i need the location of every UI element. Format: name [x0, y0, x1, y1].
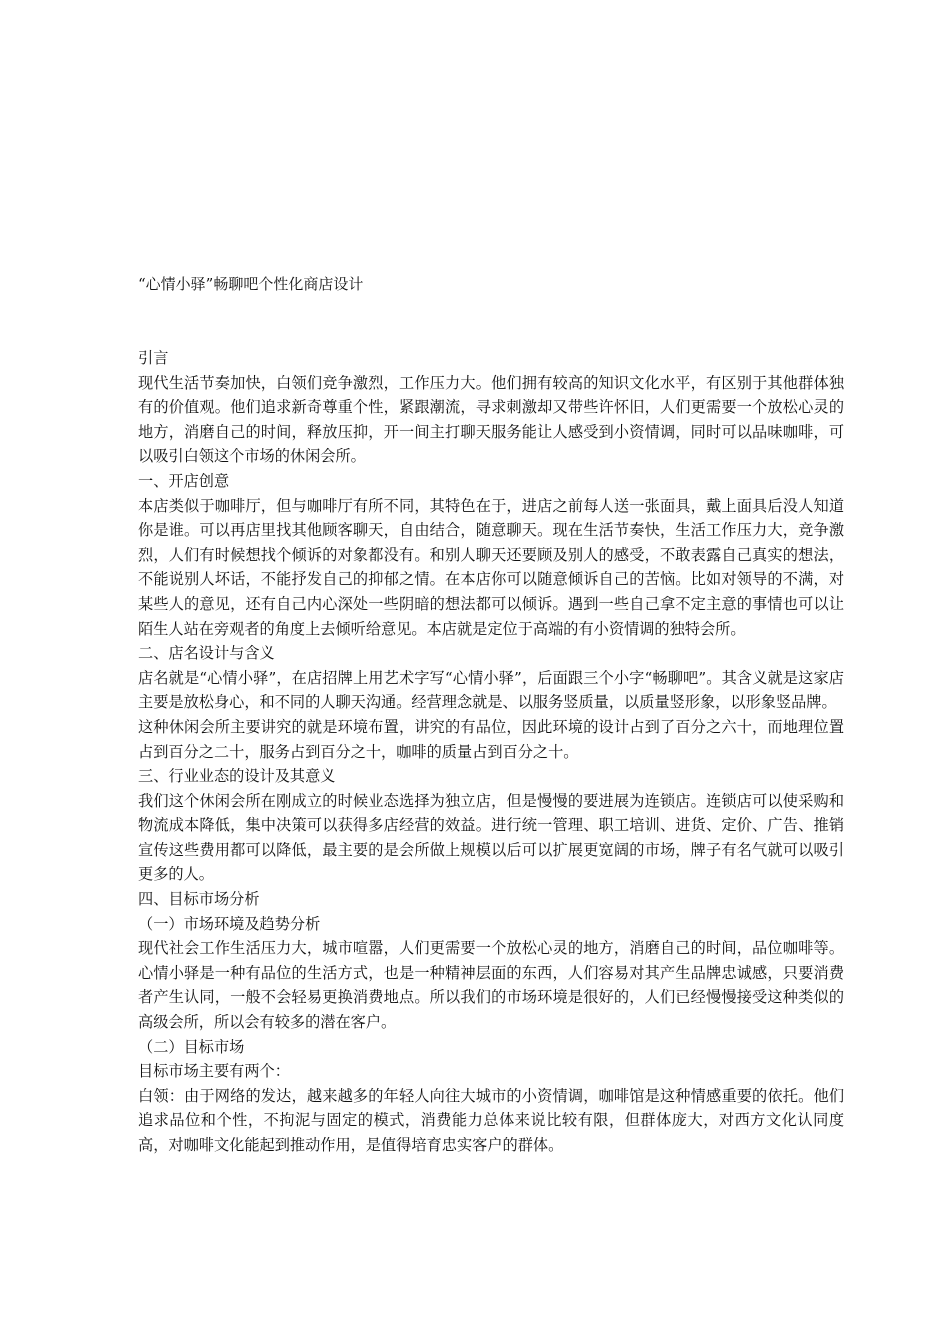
paragraph-business-format: 我们这个休闲会所在刚成立的时候业态选择为独立店，但是慢慢的要进展为连锁店。连锁店可以使采购和物流成本降低，集中决策可以获得多店经营的效益。进行统一管理、职工培训、进货、定价、广告、推销宣传这些费用都可以降低，最主要的是会所做上规模以后可以扩展更宽阔的市场，牌子有名气就可以吸引更多的人。: [138, 791, 844, 884]
subsection-heading-target-market: （二）目标市场: [138, 1037, 245, 1056]
section-heading-target-market-analysis: 四、目标市场分析: [138, 890, 260, 909]
document-title: “心情小驿”畅聊吧个性化商店设计: [138, 275, 364, 293]
paragraph-market-environment: 现代社会工作生活压力大，城市喧嚣，人们更需要一个放松心灵的地方，消磨自己的时间，品位咖啡等。心情小驿是一种有品位的生活方式，也是一种精神层面的东西，人们容易对其产生品牌忠诚感，只要消费者产生认同，一般不会轻易更换消费地点。所以我们的市场环境是很好的，人们已经慢慢接受这种类似的高级会所，所以会有较多的潜在客户。: [138, 939, 844, 1032]
paragraph-store-name: 店名就是“心情小驿”，在店招牌上用艺术字写“心情小驿”，后面跟三个小字“畅聊吧”。其含义就是这家店主要是放松身心，和不同的人聊天沟通。经营理念就是、以服务竖质量，以质量竖形象，以形象竖品牌。: [138, 668, 844, 712]
paragraph-store-idea: 本店类似于咖啡厅，但与咖啡厅有所不同，其特色在于，进店之前每人送一张面具，戴上面具后没人知道你是谁。可以再店里找其他顾客聊天，自由结合，随意聊天。现在生活节奏快，生活工作压力大，竞争激烈，人们有时候想找个倾诉的对象都没有。和别人聊天还要顾及别人的感受，不敢表露自己真实的想法，不能说别人坏话，不能抒发自己的抑郁之情。在本店你可以随意倾诉自己的苦恼。比如对领导的不满，对某些人的意见，还有自己内心深处一些阴暗的想法都可以倾诉。遇到一些自己拿不定主意的事情也可以让陌生人站在旁观者的角度上去倾听给意见。本店就是定位于高端的有小资情调的独特会所。: [138, 496, 844, 638]
document-body: [138, 346, 844, 1158]
section-heading-store-name: 二、店名设计与含义: [138, 644, 275, 663]
section-heading-store-idea: 一、开店创意: [138, 471, 230, 490]
paragraph-target-market-intro: 目标市场主要有两个：: [138, 1062, 290, 1081]
paragraph-introduction: 现代生活节奏加快，白领们竞争激烈，工作压力大。他们拥有较高的知识文化水平，有区别于其他群体独有的价值观。他们追求新奇尊重个性，紧跟潮流，寻求刺激却又带些许怀旧，人们更需要一个放松心灵的地方，消磨自己的时间，释放压抑，开一间主打聊天服务能让人感受到小资情调，同时可以品味咖啡，可以吸引白领这个市场的休闲会所。: [138, 373, 844, 466]
paragraph-environment: 这种休闲会所主要讲究的就是环境布置，讲究的有品位，因此环境的设计占到了百分之六十，而地理位置占到百分之二十，服务占到百分之十，咖啡的质量占到百分之十。: [138, 717, 844, 761]
section-heading-business-format: 三、行业业态的设计及其意义: [138, 767, 336, 786]
subsection-heading-market-environment: （一）市场环境及趋势分析: [138, 914, 321, 933]
paragraph-white-collar: 白领：由于网络的发达，越来越多的年轻人向往大城市的小资情调，咖啡馆是这种情感重要的依托。他们追求品位和个性，不拘泥与固定的模式，消费能力总体来说比较有限，但群体庞大，对西方文化认同度高，对咖啡文化能起到推动作用，是值得培育忠实客户的群体。: [138, 1086, 844, 1154]
section-heading-introduction: 引言: [138, 349, 169, 367]
